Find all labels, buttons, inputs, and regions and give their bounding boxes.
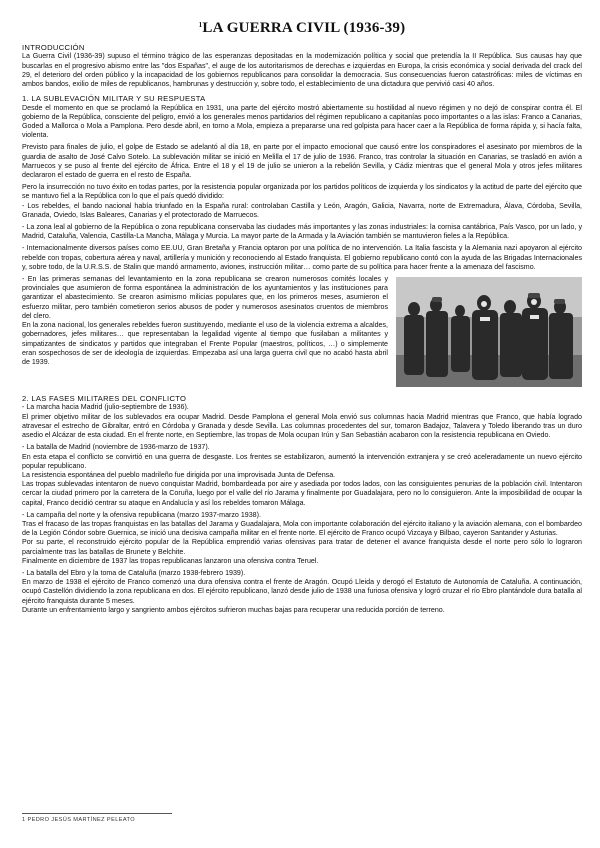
ebro-text-1: En marzo de 1938 el ejército de Franco comenzó una dura ofensiva contra el frente de Aragón. Ocupó Lleida y derogó el Estatuto de Autonomía de Cataluña. A continuación, ocupó Castellón dividiendo la zona republicana en dos. El ejército republicano, lanzó desde julio de 1938 una furiosa ofensiva y logró cruzar el río Ebro plantándole dura batalla al ejército franquista durante 5 meses.: [22, 578, 582, 605]
title-text: LA GUERRA CIVIL (1936-39): [202, 20, 406, 36]
document-title: [22, 20, 582, 37]
intro-paragraph: La Guerra Civil (1936-39) supuso el término trágico de las esperanzas depositadas en la modernización política y social que pretendía la II República. Sus causas hay que buscarlas en el progresivo abismo entre las "dos Españas", el auge de los autoritarismos de derechas e izquierdas en Europa, la crisis económica y social derivada del crack del 29, el deterioro del orden público y la incapacidad de los gobiernos republicanos para consolidar la democracia. Sus consecuencias fueron catastróficas: miles de víctimas en ambos bandos, exilio de miles de republicanos, hambrunas y destrucción y, sobre todo, el establecimiento de una dictadura que pervivió casi 40 años.: [22, 52, 582, 89]
madrid-march-text: El primer objetivo militar de los sublevados era ocupar Madrid. Desde Pamplona el general Mola envió sus columnas hacia Madrid mientras que Franco, que había logrado atravesar el estrecho de Gibraltar, entró en Córdoba y Granada y desde Sevilla. Las columnas procedentes del sur, tomaron Badajoz, Talavera y Toledo liberando tras un duro asedio el Alcázar de esta ciudad. En el frente norte, en Septiembre, las tropas de Mola ocupan Irún y San Sebastián acabaron con la resistencia republicana en Oviedo.: [22, 412, 582, 440]
footnote-author: 1 PEDRO JESÚS MARTÍNEZ PELEATO: [22, 817, 136, 823]
photo-generals-marching: [396, 277, 582, 387]
section1-paragraph-2: Previsto para finales de julio, el golpe de Estado se adelantó al día 18, en parte por el impacto emocional que causó entre los conspiradores el asesinato por miembros de la guardia de asalto de José Calvo Sotelo. La sublevación militar se inició en Melilla el 17 de julio de 1936. Franco, tras controlar la situación en Canarias, se trasladó en avión a Marruecos y se puso al frente del ejército de África. Entre el 18 y el 19 de julio se unieron a la rebelión Sevilla, y Cádiz mientras que el general Mola y otros jefes militares declararon el estado de guerra en el resto de España.: [22, 143, 582, 180]
title-footnote-marker: 1: [198, 21, 203, 29]
north-campaign-text-1: Tras el fracaso de las tropas franquistas en las batallas del Jarama y Guadalajara, Mola con importante colaboración del ejército italiano y la aviación alemana, con el bombardeo de la Legión Cóndor sobre Guernica, se inició una decisiva campaña militar en el frente norte. El ejército de Franco ocupó Vizcaya y Bilbao, cayeron Santander y Asturias.: [22, 519, 582, 538]
madrid-battle-text-2: La resistencia espontánea del pueblo madrileño fue dirigida por una improvisada Junta de Defensa.: [22, 470, 336, 479]
ebro-text-2: Durante un enfrentamiento largo y sangriento ambos ejércitos sufrieron muchas bajas para recuperar una reducida porción de terreno.: [22, 605, 445, 614]
north-campaign-text-2: Por su parte, el reconstruido ejército popular de la República emprendió varias ofensivas para tratar de detener el avance franquista desde el norte pero sólo lo lograron parcialmente tras las batallas de Brunete y Belchite.: [22, 538, 582, 556]
footnote-separator: [22, 813, 172, 814]
north-campaign-text-3: Finalmente en diciembre de 1937 las tropas republicanas lanzaron una ofensiva contra Teruel.: [22, 556, 319, 565]
section1-paragraph-3: Pero la insurrección no tuvo éxito en todas partes, por la resistencia popular organizada por los partidos políticos de izquierda y los sindicatos y la actitud de parte del ejército que se mantuvo fiel a la República con lo que el país quedó dividido:: [22, 183, 582, 201]
section2-heading: 2. LAS FASES MILITARES DEL CONFLICTO: [22, 394, 187, 404]
section1-bullet-international: - Internacionalmente diversos países como EE.UU, Gran Bretaña y Francia optaron por una política de no intervención. La Italia fascista y la Alemania nazi apoyaron al ejército rebelde con tropas, cobertura aérea y naval, artillería y munición y reconociendo al Estado franquista. El gobierno republicano contó con la ayuda de las Brigadas Internacionales y, sobre todo, de la U.R.S.S. de Stalin que mandó armamento, aviones, instrucción militar… como parte de su política para hacer frente a la amenaza del fascismo.: [22, 244, 582, 271]
section1-heading: 1. LA SUBLEVACIÓN MILITAR Y SU RESPUESTA: [22, 94, 206, 104]
madrid-march-heading: - La marcha hacia Madrid (julio-septiembre de 1936).: [22, 403, 189, 412]
document-page: [22, 20, 582, 615]
section1-paragraph-1: Desde el momento en que se proclamó la República en 1931, una parte del ejército mostró abiertamente su hostilidad al nuevo régimen y no dejó de conspirar contra él. El gobierno de la República, consciente del peligro, envió a los generales menos partidarios del régimen republicano a capitanías poco importantes o a las islas: Franco a Canarias, Goded a Mallorca o Mola a Pamplona. Pero desde abril, en torno a Mola, empieza a prepararse una red golpista para hacer caer a la República de forma rápida y, si hacía falta, violenta.: [22, 103, 582, 140]
madrid-battle-heading: - La batalla de Madrid (noviembre de 1936-marzo de 1937).: [22, 443, 210, 452]
section1-bullet-rebels: - Los rebeldes, el bando nacional había triunfado en la España rural: controlaban Castilla y León, Aragón, Galicia, Navarra, norte de Extremadura, Álava, Córdoba, Sevilla, Granada, Oviedo, Islas Baleares, Canarias y el protectorado de Marruecos.: [22, 201, 582, 219]
intro-heading: INTRODUCCIÓN: [22, 43, 85, 52]
madrid-battle-text-3: Las tropas sublevadas intentaron de nuevo conquistar Madrid, bombardeada por aire y asediada por todos lados, con las consiguientes penurias de la población civil. Intentaron cercar la ciudad primero por la carretera de la Coruña, luego por el valle del río Jarama y finalmente por Guadalajara, pero no lo consiguieron. Ante la imposibilidad de ocupar la capital, Franco decidió centrar su ataque en Andalucía y así los rebeldes tomaron Málaga.: [22, 480, 582, 507]
north-campaign-heading: - La campaña del norte y la ofensiva republicana (marzo 1937-marzo 1938).: [22, 510, 261, 519]
section1-paragraph-national-zone: En la zona nacional, los generales rebeldes fueron sustituyendo, mediante el uso de la violencia extrema a alcaldes, gobernadores, jefes militares… que representaban la legalidad vigente al tiempo que fusilaban a militantes y simpatizantes de sindicatos y partidos que integraban el Frente Popular (maestros, políticos, …) o simplemente eran sospechosos de ser de ideología de izquierdas. Empezaba así una larga guerra civil que no acabó hasta abril de 1939.: [22, 321, 388, 366]
ebro-heading: - La batalla del Ebro y la toma de Cataluña (marzo 1938-febrero 1939).: [22, 568, 246, 577]
madrid-battle-text-1: En esta etapa el conflicto se convirtió en una guerra de desgaste. Los frentes se estabilizaron, aumentó la intervención extranjera y se creó aceleradamente un nuevo ejército popular republicano.: [22, 452, 582, 470]
section1-paragraph-committees: - En las primeras semanas del levantamiento en la zona republicana se crearon numerosos comités locales y provinciales que asumieron de forma espontánea la administración de los ayuntamientos y las instituciones para garantizar el abastecimiento. Se crearon asimismo milicias populares que, en los primeros meses, asumieron el esfuerzo militar, pero también cometieron serios abusos de poder y numerosos asesinatos cruentos de miembros del clero.: [22, 275, 388, 320]
section1-bullet-republic: - La zona leal al gobierno de la República o zona republicana conservaba las ciudades más importantes y las zonas industriales: la cornisa cantábrica, País Vasco, por un lado, y Madrid, Cataluña, Valencia, Castilla-La Mancha, Málaga y Murcia. La mayor parte de la Armada y la Aviación también se mantuvieron fieles a la República.: [22, 223, 582, 241]
historical-photo: [396, 277, 582, 387]
